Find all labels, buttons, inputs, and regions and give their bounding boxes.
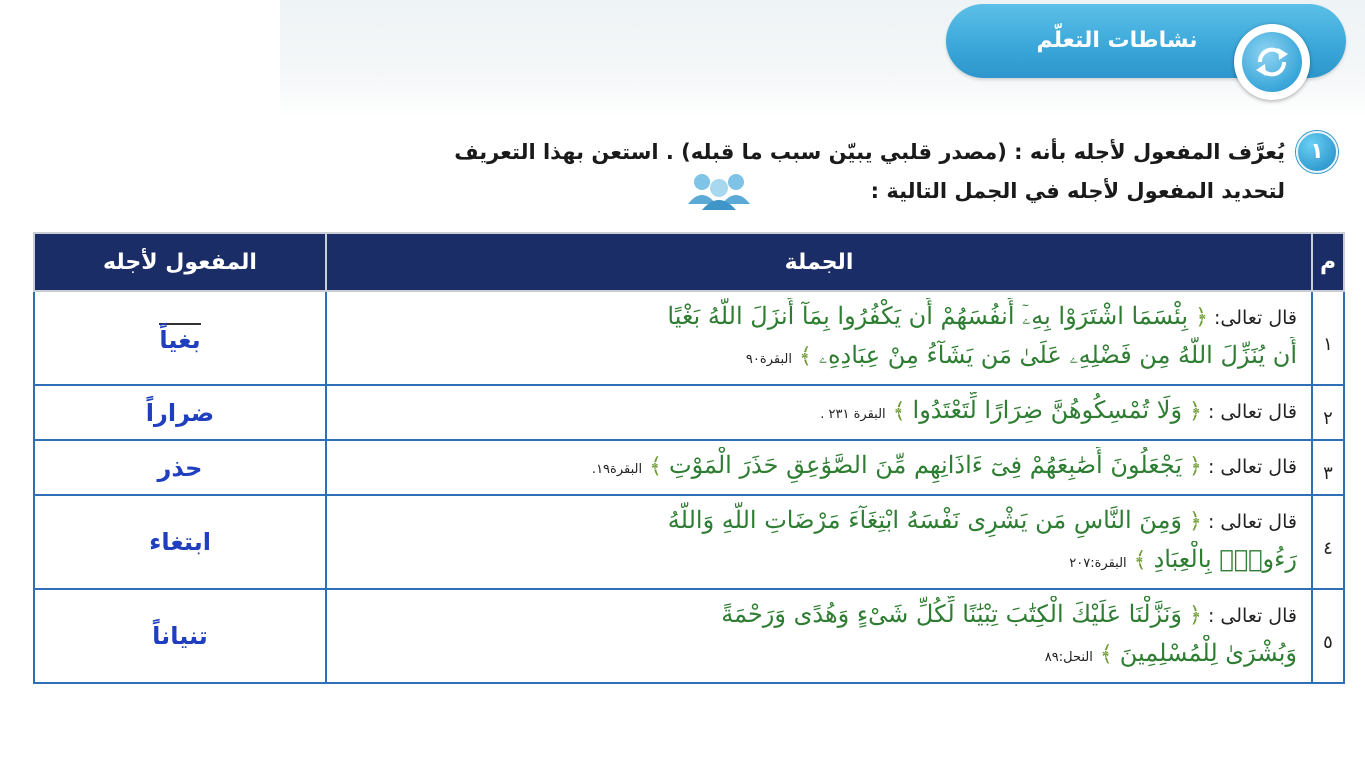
question-instruction-line-1: يُعرَّف المفعول لأجله بأنه : (مصدر قلبي يبيّن سبب ما قبله) . استعن بهذا التعريف bbox=[454, 140, 1285, 164]
table-header-row bbox=[34, 233, 1344, 291]
verse-text: وَنَزَّلْنَا عَلَيْكَ الْكِتَٰبَ تِبْيَٰنًا لِّكُلِّ شَىْءٍ وَهُدًى وَرَحْمَةً bbox=[721, 600, 1183, 628]
table-row bbox=[34, 385, 1344, 440]
verse-reference: البقرة:٢٠٧ bbox=[1069, 556, 1127, 571]
table-row bbox=[34, 495, 1344, 589]
row-sentence: قال تعالى: ﴿ بِئْسَمَا اشْتَرَوْا بِهِۦٓ أَنفُسَهُمْ أَن يَكْفُرُوا بِمَآ أَنزَلَ اللَّهُ بَغْيًا أَن يُنَزِّلَ اللَّهُ مِن فَضْلِهِۦ عَلَىٰ مَن يَشَآءُ مِنْ عِبَادِهِۦ ﴾ البقرة٩٠ bbox=[326, 291, 1312, 385]
answers-table bbox=[33, 232, 1345, 684]
verse-text: رَءُوفٌۢ بِالْعِبَادِ bbox=[1153, 545, 1297, 573]
row-index: ٥ bbox=[1312, 589, 1344, 683]
verse-reference: البقرة ٢٣١ . bbox=[820, 407, 886, 422]
section-title: نشاطات التعلّم bbox=[1036, 28, 1198, 53]
answer-cell: بغياً bbox=[34, 291, 326, 385]
question-instruction-line-2: لتحديد المفعول لأجله في الجمل التالية : bbox=[870, 179, 1285, 203]
answer-cell: حذر bbox=[34, 440, 326, 495]
verse-text: وَبُشْرَىٰ لِلْمُسْلِمِينَ bbox=[1119, 639, 1297, 667]
group-discussion-icon bbox=[680, 170, 758, 210]
table-row bbox=[34, 589, 1344, 683]
answer-cell: ابتغاء bbox=[34, 495, 326, 589]
row-index: ٤ bbox=[1312, 495, 1344, 589]
verse-reference: النحل:٨٩ bbox=[1044, 650, 1093, 665]
answer-cell: ضراراً bbox=[34, 385, 326, 440]
row-sentence: قال تعالى : ﴿ وَلَا تُمْسِكُوهُنَّ ضِرَارًا لِّتَعْتَدُوا ﴾ البقرة ٢٣١ . bbox=[326, 385, 1312, 440]
row-sentence: قال تعالى : ﴿ وَنَزَّلْنَا عَلَيْكَ الْكِتَٰبَ تِبْيَٰنًا لِّكُلِّ شَىْءٍ وَهُدًى وَرَحْمَةً وَبُشْرَىٰ لِلْمُسْلِمِينَ ﴾ النحل:٨٩ bbox=[326, 589, 1312, 683]
row-sentence: قال تعالى : ﴿ يَجْعَلُونَ أَصَٰبِعَهُمْ فِىٓ ءَاذَانِهِم مِّنَ الصَّوَٰعِقِ حَذَرَ الْمَوْتِ ﴾ البقرة١٩. bbox=[326, 440, 1312, 495]
verse-text: وَمِنَ النَّاسِ مَن يَشْرِى نَفْسَهُ ابْتِغَآءَ مَرْضَاتِ اللَّهِ وَاللَّهُ bbox=[667, 506, 1183, 534]
verse-reference: البقرة١٩. bbox=[591, 462, 643, 477]
table-row bbox=[34, 440, 1344, 495]
table-row bbox=[34, 291, 1344, 385]
verse-reference: البقرة٩٠ bbox=[745, 352, 792, 367]
row-index: ١ bbox=[1312, 291, 1344, 385]
header-answer: المفعول لأجله bbox=[34, 233, 326, 291]
verse-text: أَن يُنَزِّلَ اللَّهُ مِن فَضْلِهِۦ عَلَىٰ مَن يَشَآءُ مِنْ عِبَادِهِۦ bbox=[818, 341, 1297, 369]
verse-text: بِئْسَمَا اشْتَرَوْا بِهِۦٓ أَنفُسَهُمْ أَن يَكْفُرُوا بِمَآ أَنزَلَ اللَّهُ بَغْيًا bbox=[667, 302, 1189, 330]
header-sentence: الجملة bbox=[326, 233, 1312, 291]
question-number-badge: ١ bbox=[1296, 131, 1338, 173]
cycle-arrows-icon bbox=[1234, 24, 1310, 100]
row-sentence: قال تعالى : ﴿ وَمِنَ النَّاسِ مَن يَشْرِى نَفْسَهُ ابْتِغَآءَ مَرْضَاتِ اللَّهِ وَاللَّهُ رَءُوفٌۢ بِالْعِبَادِ ﴾ البقرة:٢٠٧ bbox=[326, 495, 1312, 589]
verse-text: يَجْعَلُونَ أَصَٰبِعَهُمْ فِىٓ ءَاذَانِهِم مِّنَ الصَّوَٰعِقِ حَذَرَ الْمَوْتِ bbox=[668, 451, 1183, 479]
answer-cell: تنياناً bbox=[34, 589, 326, 683]
row-index: ٣ bbox=[1312, 440, 1344, 495]
header-index: م bbox=[1312, 233, 1344, 291]
verse-text: وَلَا تُمْسِكُوهُنَّ ضِرَارًا لِّتَعْتَدُوا bbox=[912, 396, 1183, 424]
row-index: ٢ bbox=[1312, 385, 1344, 440]
